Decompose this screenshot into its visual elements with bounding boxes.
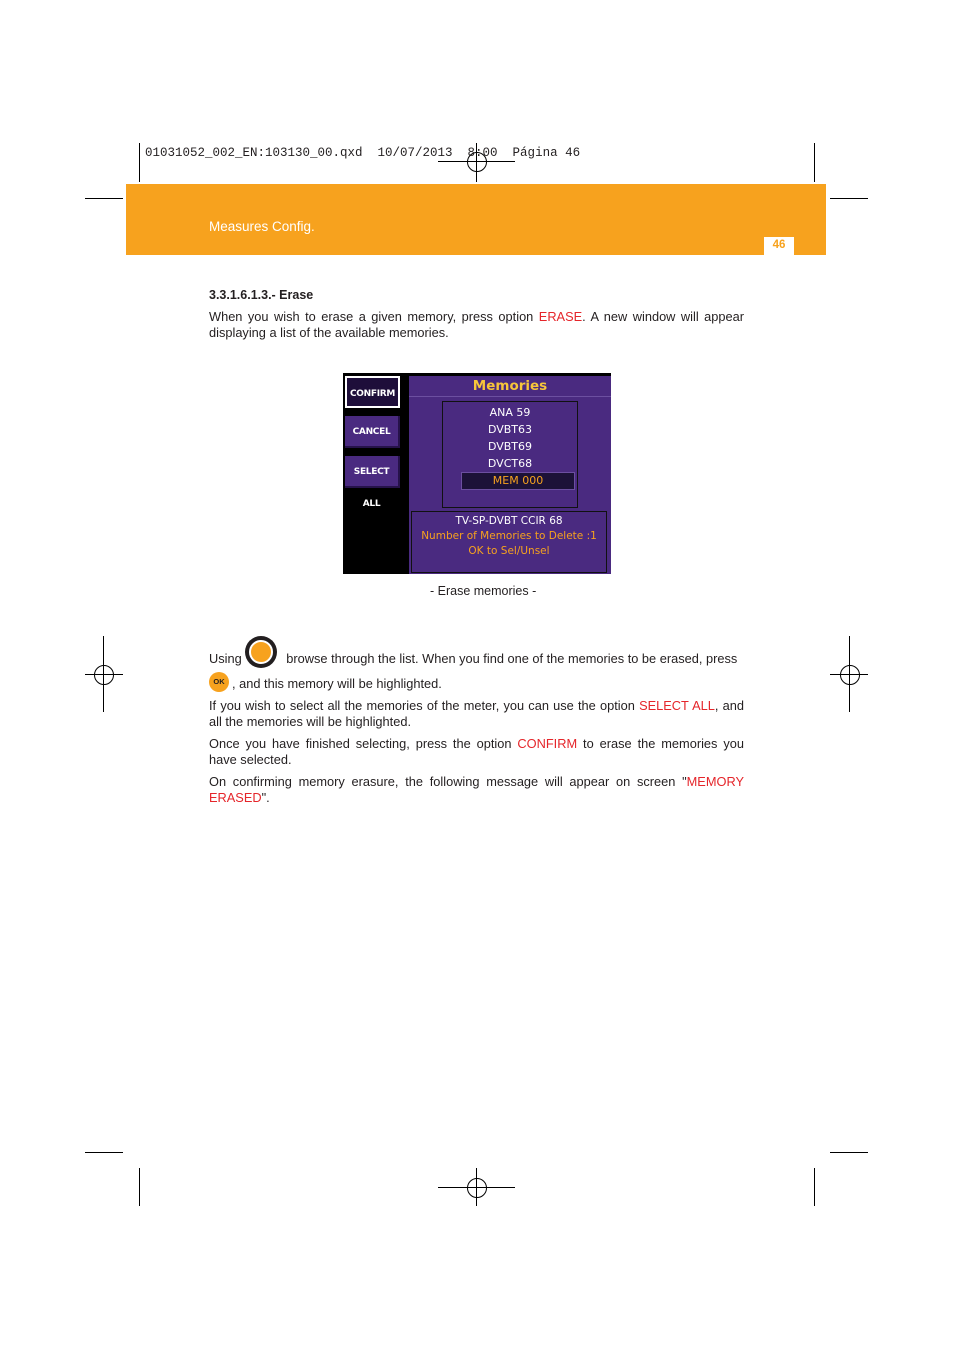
info-line: Number of Memories to Delete :1 <box>421 530 597 542</box>
panel-title: Memories <box>409 376 611 397</box>
confirm-text-end: to erase the memories you have selected. <box>209 736 744 767</box>
confirm-keyword: CONFIRM <box>517 736 578 751</box>
list-item[interactable]: DVBT63 <box>487 423 533 436</box>
memory-list <box>442 401 578 508</box>
using-text-end: browse through the list. When you find one of the memories to be erased, press <box>282 651 738 666</box>
using-text: Using <box>209 651 242 666</box>
crop-mark <box>814 143 815 182</box>
intro-text-end: . A new window will appear displaying a list of the available memories. <box>209 309 744 340</box>
memories-panel <box>409 376 611 574</box>
confirm-button[interactable]: CONFIRM <box>345 376 400 408</box>
intro-text: When you wish to erase a given memory, press option <box>209 309 539 324</box>
confirm-paragraph <box>209 736 744 767</box>
select-all-text-end: , and all the memories will be highlighted. <box>209 698 745 729</box>
crop-mark <box>85 1152 123 1153</box>
select-all-keyword: SELECT ALL <box>639 698 715 713</box>
info-line: TV-SP-DVBT CCIR 68 <box>455 515 563 527</box>
using-paragraph <box>209 651 744 667</box>
chapter-title: Measures Config. <box>209 219 315 234</box>
device-screen <box>343 373 611 574</box>
using-paragraph-line2: , and this memory will be highlighted. <box>232 676 442 691</box>
intro-paragraph <box>209 309 744 340</box>
cancel-button[interactable]: CANCEL <box>345 416 400 448</box>
select-all-button[interactable]: SELECT ALL <box>345 456 400 488</box>
erased-text: On confirming memory erasure, the following message will appear on screen " <box>209 774 687 789</box>
confirm-text: Once you have finished selecting, press the option <box>209 736 518 751</box>
file-header: 01031052_002_EN:103130_00.qxd 10/07/2013 8:00 Página 46 <box>145 146 581 160</box>
erase-keyword: ERASE <box>538 309 583 324</box>
select-all-paragraph <box>209 698 744 729</box>
ok-button-icon: OK <box>209 672 229 692</box>
list-item[interactable]: DVCT68 <box>487 457 533 470</box>
crop-mark <box>814 1168 815 1206</box>
erased-text-end: ". <box>261 789 270 805</box>
crop-mark <box>830 1152 868 1153</box>
rotary-knob-icon <box>245 636 277 668</box>
erased-paragraph <box>209 774 744 805</box>
list-item-highlighted[interactable]: MEM 000 <box>461 472 575 490</box>
crop-mark <box>139 1168 140 1206</box>
registration-circle <box>467 1178 487 1198</box>
info-box <box>411 511 607 573</box>
registration-circle <box>94 665 114 685</box>
crop-mark <box>85 198 123 199</box>
crop-mark <box>830 198 868 199</box>
figure-caption: - Erase memories - <box>430 584 537 598</box>
select-all-text: If you wish to select all the memories of the meter, you can use the option <box>209 698 640 713</box>
page-number: 46 <box>764 237 794 255</box>
registration-circle <box>840 665 860 685</box>
memory-erased-keyword: MEMORY ERASED <box>209 774 744 805</box>
list-item[interactable]: DVBT69 <box>487 440 533 453</box>
section-heading: 3.3.1.6.1.3.- Erase <box>209 288 314 302</box>
info-line: OK to Sel/Unsel <box>468 545 550 557</box>
crop-mark <box>139 143 140 182</box>
list-item[interactable]: ANA 59 <box>489 406 531 419</box>
